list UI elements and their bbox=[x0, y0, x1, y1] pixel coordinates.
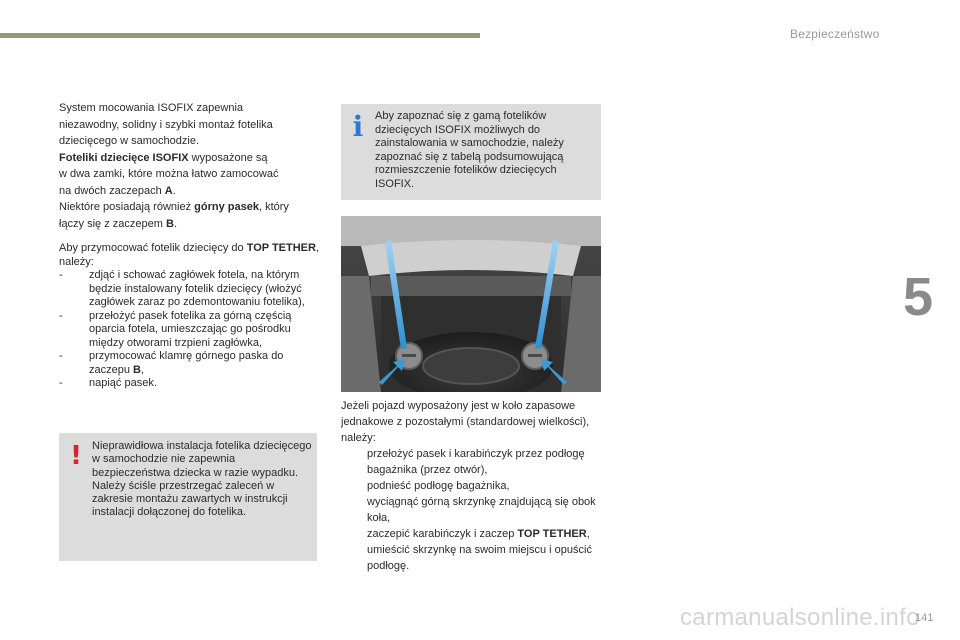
step-text: , bbox=[140, 363, 145, 376]
warning-text bbox=[92, 440, 312, 520]
list-item bbox=[341, 494, 601, 526]
anchor-slot-left bbox=[402, 354, 416, 357]
top-tether-bold: TOP TETHER bbox=[246, 242, 316, 254]
step-text: przełożyć pasek i karabińczyk przez podłogę bagażnika (przez otwór), bbox=[367, 448, 585, 476]
step-text: wyciągnąć górną skrzynkę znajdującą się obok koła, bbox=[367, 496, 596, 524]
trunk-edge bbox=[371, 276, 571, 296]
info-icon: i bbox=[352, 110, 364, 143]
tether-intro-text: , należy: bbox=[59, 242, 320, 268]
intro-line: niezawodny, solidny i szybki montaż fotelika bbox=[59, 118, 273, 131]
right-column bbox=[341, 398, 601, 574]
dash-bullet: - bbox=[59, 350, 63, 362]
intro-punct: . bbox=[172, 184, 176, 197]
dash-bullet: - bbox=[59, 309, 63, 322]
watermark: carmanualsonline.info bbox=[680, 604, 920, 631]
step-text: zaczepić karabińczyk i zaczep bbox=[367, 528, 518, 540]
list-item bbox=[341, 526, 601, 542]
intro-line: dziecięcego w samochodzie. bbox=[59, 135, 200, 147]
warning-box bbox=[59, 433, 317, 561]
left-column bbox=[59, 100, 321, 391]
list-item bbox=[59, 350, 321, 377]
step-text: przymocować klamrę górnego paska do zaczepu bbox=[89, 350, 284, 376]
list-item bbox=[59, 310, 321, 351]
warning-icon: ! bbox=[70, 441, 82, 471]
step-text: przełożyć pasek fotelika za górną częścią oparcia fotela, umieszczając go pośrodku między otworami trzpieni zagłówka, bbox=[89, 309, 292, 349]
header-accent-bar bbox=[0, 33, 480, 38]
dash-bullet: - bbox=[59, 269, 63, 281]
intro-line: System mocowania ISOFIX zapewnia bbox=[59, 102, 244, 114]
step-text: , bbox=[586, 528, 590, 540]
warning-paragraph: Nieprawidłowa instalacja fotelika dziecięcego w samochodzie nie zapewnia bezpieczeństwa dziecka w razie wypadku. bbox=[92, 440, 312, 479]
dash-bullet: - bbox=[59, 377, 63, 389]
page-number: 141 bbox=[915, 612, 934, 624]
intro-punct: . bbox=[173, 217, 177, 230]
info-box bbox=[341, 104, 601, 200]
list-item bbox=[341, 478, 601, 494]
top-tether-bold: TOP TETHER bbox=[517, 528, 587, 540]
step-text: napiąć pasek. bbox=[89, 377, 157, 389]
intro-paragraph bbox=[59, 100, 321, 232]
intro-line: na dwóch zaczepach bbox=[59, 184, 165, 197]
step-text: umieścić skrzynkę na swoim miejscu i opuścić podłogę. bbox=[367, 544, 592, 572]
intro-line: wyposażone są bbox=[188, 151, 268, 164]
anchor-slot-right bbox=[528, 354, 542, 357]
section-title: Bezpieczeństwo bbox=[790, 27, 880, 41]
step-text: zdjąć i schować zagłówek fotela, na którym będzie instalowany fotelik dziecięcy (włożyć zagłówek zaraz po zdemontowaniu fotelika), bbox=[89, 269, 305, 308]
top-strap-bold: górny pasek bbox=[194, 201, 259, 213]
list-item bbox=[341, 446, 601, 478]
trunk-anchor-photo bbox=[341, 216, 601, 392]
intro-line: łączy się z zaczepem bbox=[59, 217, 166, 230]
list-item bbox=[59, 377, 321, 391]
step-text: podnieść podłogę bagażnika, bbox=[367, 480, 510, 492]
intro-line: Niektóre posiadają również bbox=[59, 201, 195, 213]
tether-intro bbox=[59, 242, 321, 269]
intro-line: w dwa zamki, które można łatwo zamocować bbox=[59, 168, 279, 180]
chapter-number: 5 bbox=[903, 267, 934, 327]
info-text: Aby zapoznać się z gamą fotelików dziecięcych ISOFIX możliwych do zainstalowania w samochodzie, należy zapoznać się z tabelą podsumowującą rozmieszczenie fotelików dziecięcych ISOFIX. bbox=[375, 110, 564, 190]
tether-intro-text: Aby przymocować fotelik dziecięcy do bbox=[59, 242, 247, 254]
anchor-b-label: B bbox=[165, 217, 174, 230]
wheel-rim bbox=[423, 348, 519, 384]
spare-intro: Jeżeli pojazd wyposażony jest w koło zapasowe jednakowe z pozostałymi (standardowej wielkości), należy: bbox=[341, 400, 590, 444]
anchor-b-label: B bbox=[133, 363, 141, 376]
tether-steps bbox=[59, 269, 321, 391]
spare-steps bbox=[341, 446, 601, 574]
anchor-a-label: A bbox=[164, 184, 173, 197]
list-item bbox=[341, 542, 601, 574]
isofix-bold: Foteliki dziecięce ISOFIX bbox=[59, 151, 189, 164]
intro-line: , który bbox=[258, 201, 289, 213]
list-item bbox=[59, 269, 321, 310]
warning-paragraph: Należy ściśle przestrzegać zaleceń w zakresie montażu zawartych w instrukcji instalacji dołączonej do fotelika. bbox=[92, 479, 288, 519]
